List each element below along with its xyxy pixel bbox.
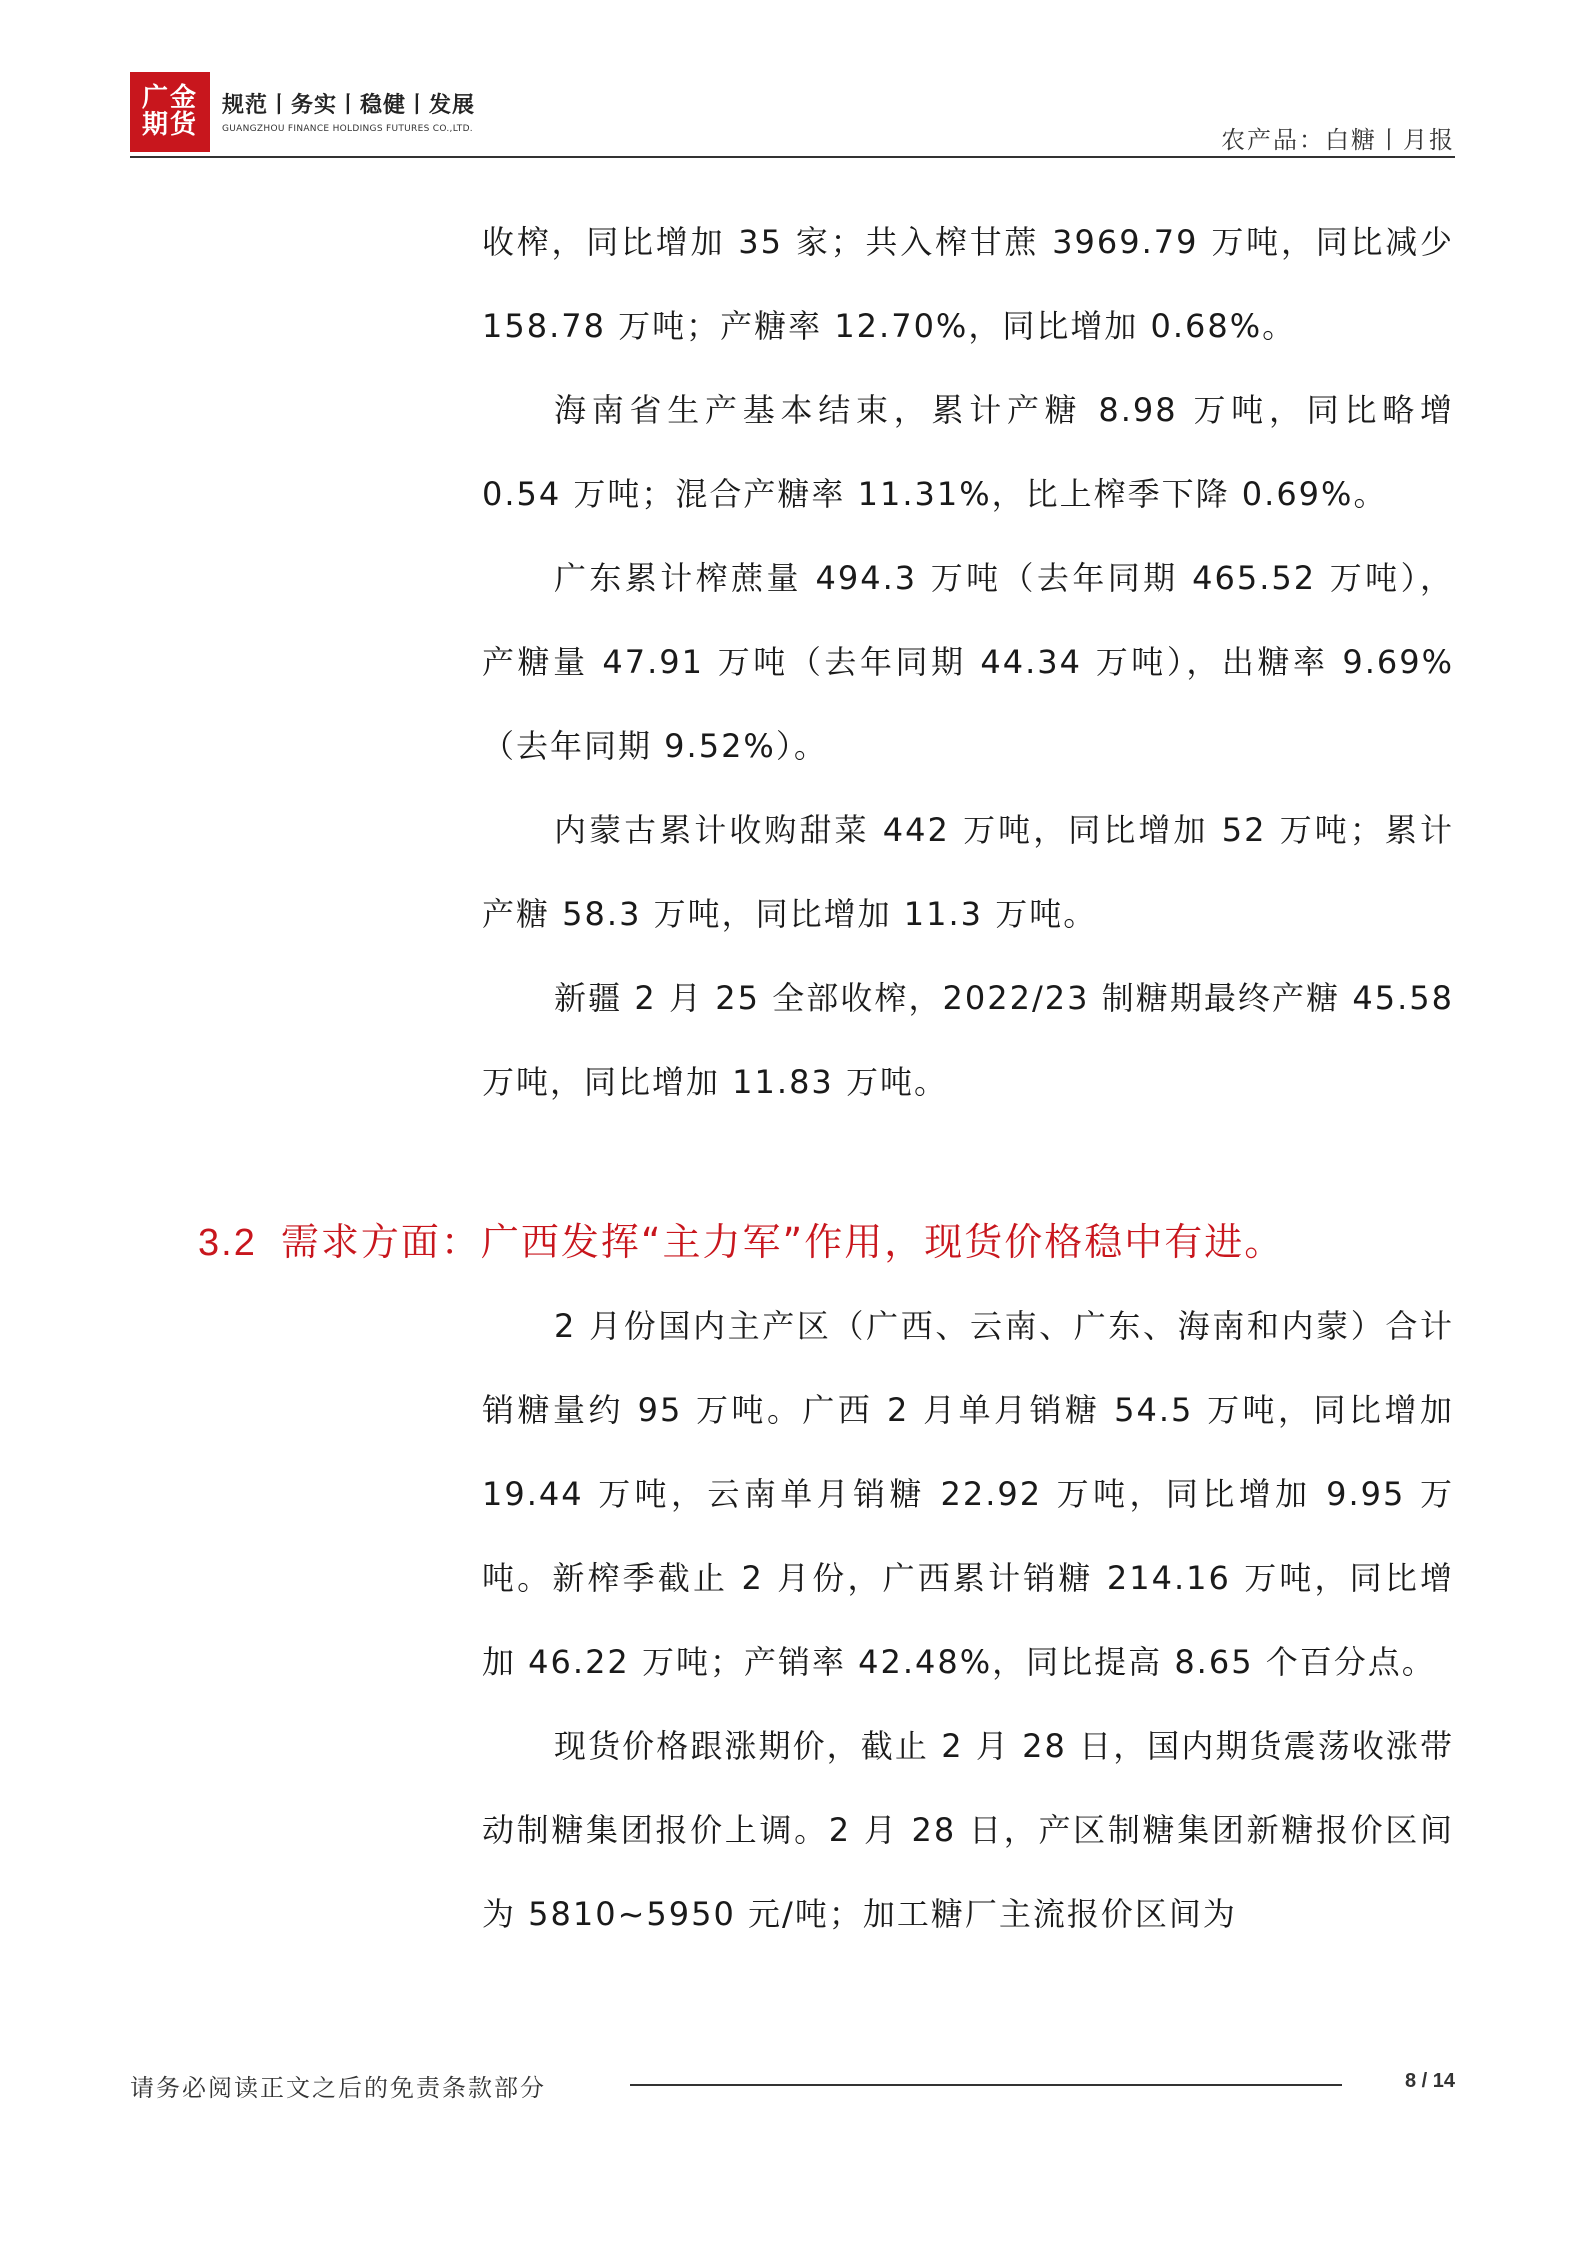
section-paragraph: 现货价格跟涨期价，截止 2 月 28 日，国内期货震荡收涨带动制糖集团报价上调。2 月 28 日，产区制糖集团新糖报价区间为 5810~5950 元/吨；加工糖厂主流报价区间为 — [482, 1727, 1454, 1933]
company-english-name: GUANGZHOU FINANCE HOLDINGS FUTURES CO.,LTD. — [222, 124, 473, 134]
footer-divider — [630, 2084, 1342, 2086]
company-logo — [130, 72, 210, 152]
report-category: 农产品：白糖丨月报 — [1221, 126, 1455, 154]
page-number: 8 / 14 — [1404, 2070, 1455, 2092]
body-paragraph: 收榨，同比增加 35 家；共入榨甘蔗 3969.79 万吨，同比减少 158.78 万吨；产糖率 12.70%，同比增加 0.68%。 — [482, 223, 1454, 345]
header-divider — [130, 156, 1455, 158]
page-footer — [130, 2068, 1455, 2108]
company-slogan: 规范丨务实丨稳健丨发展 — [222, 93, 476, 118]
section-heading — [198, 1200, 1454, 1285]
body-paragraph: 广东累计榨蔗量 494.3 万吨（去年同期 465.52 万吨），产糖量 47.91 万吨（去年同期 44.34 万吨），出糖率 9.69%（去年同期 9.52%）。 — [482, 559, 1454, 765]
section-number: 3.2 — [198, 1222, 257, 1264]
report-body — [482, 200, 1454, 1124]
section-paragraph: 2 月份国内主产区（广西、云南、广东、海南和内蒙）合计销糖量约 95 万吨。广西 2 月单月销糖 54.5 万吨，同比增加 19.44 万吨，云南单月销糖 22.92 万吨，同比增加 9.95 万吨。新榨季截止 2 月份，广西累计销糖 214.16 万吨，同比增加 46.22 万吨；产销率 42.48%，同比提高 8.65 个百分点。 — [482, 1307, 1454, 1681]
body-paragraph: 新疆 2 月 25 全部收榨，2022/23 制糖期最终产糖 45.58 万吨，同比增加 11.83 万吨。 — [482, 979, 1454, 1101]
logo-text-line1: 广金 — [141, 82, 198, 113]
logo-text-line2: 期货 — [141, 110, 198, 140]
page-header — [130, 62, 1455, 158]
body-paragraph: 海南省生产基本结束，累计产糖 8.98 万吨，同比略增 0.54 万吨；混合产糖率 11.31%，比上榨季下降 0.69%。 — [482, 391, 1454, 513]
section-title: 需求方面：广西发挥“主力军”作用，现货价格稳中有进。 — [280, 1220, 1285, 1264]
body-paragraph: 内蒙古累计收购甜菜 442 万吨，同比增加 52 万吨；累计产糖 58.3 万吨，同比增加 11.3 万吨。 — [482, 811, 1454, 933]
section-body — [482, 1284, 1454, 1956]
disclaimer-notice: 请务必阅读正文之后的免责条款部分 — [130, 2074, 546, 2102]
